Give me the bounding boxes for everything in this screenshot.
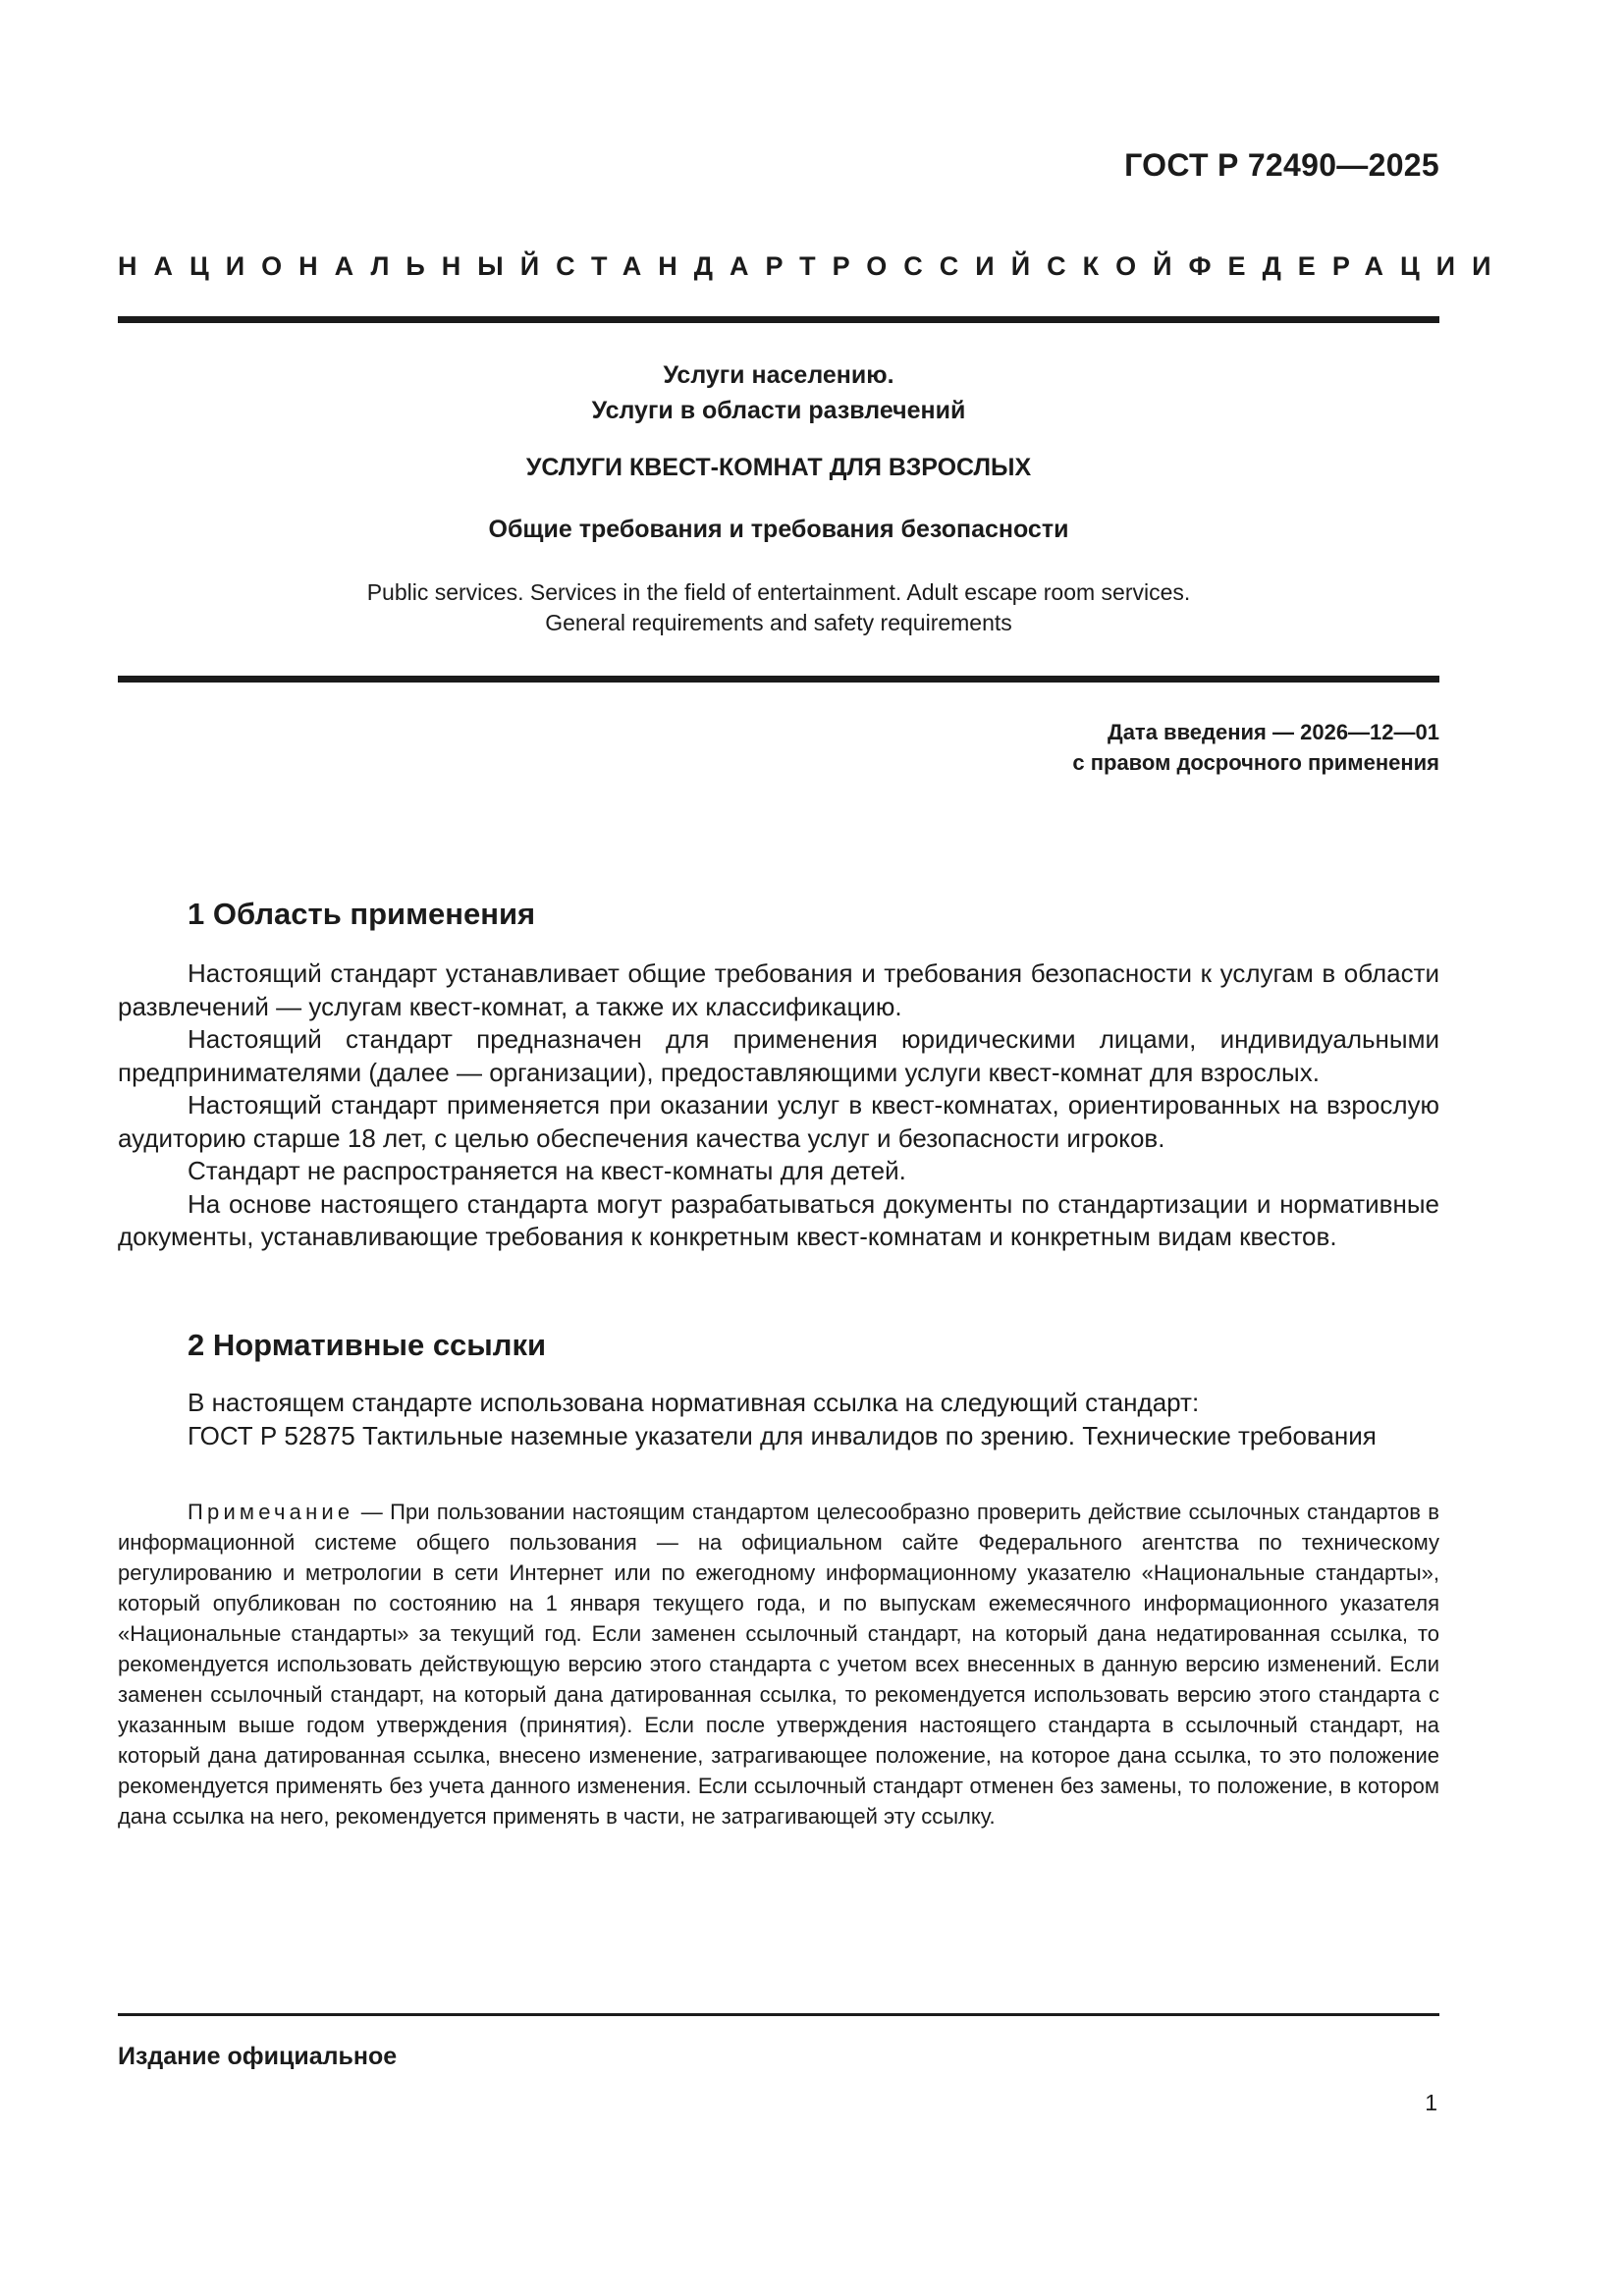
paragraph: Настоящий стандарт предназначен для применения юридическими лицами, индивидуальными предпринимателями (далее — организации), предоставляющими услуги квест-комнат для взрослых.	[118, 1024, 1439, 1087]
paragraph: ГОСТ Р 52875 Тактильные наземные указатели для инвалидов по зрению. Технические требования	[188, 1420, 1377, 1450]
introduction-date	[1072, 717, 1439, 778]
english-title-line-1: Public services. Services in the field of entertainment. Adult escape room services.	[366, 579, 1191, 605]
note-text: — При пользовании настоящим стандартом целесообразно проверить действие ссылочных стандартов в информационной системе общего пользования — на официальном сайте Федерального агентства по техническому регулированию и метрологии в сети Интернет или по ежегодному информационному указателю «Национальные стандарты», который опубликован по состоянию на 1 января текущего года, и по выпускам ежемесячного информационного указателя «Национальные стандарты» за текущий год. Если заменен ссылочный стандарт, на который дана недатированная ссылка, то рекомендуется использовать действующую версию этого стандарта с учетом всех внесенных в данную версию изменений. Если заменен ссылочный стандарт, на который дана датированная ссылка, то рекомендуется использовать версию этого стандарта с указанным выше годом утверждения (принятия). Если после утверждения настоящего стандарта в ссылочный стандарт, на который дана датированная ссылка, внесено изменение, затрагивающее положение, на которое дана ссылка, то это положение рекомендуется применять без учета данного изменения. Если ссылочный стандарт отменен без замены, то положение, в котором дана ссылка на него, рекомендуется применять в части, не затрагивающей эту ссылку.	[118, 1500, 1439, 1829]
early-application-line: с правом досрочного применения	[1072, 750, 1439, 775]
title-line-2: Услуги в области развлечений	[591, 397, 966, 424]
footer-divider	[118, 2013, 1439, 2016]
document-number: ГОСТ Р 72490—2025	[1124, 147, 1439, 183]
banner-word: НАЦИОНАЛЬНЫЙ	[118, 251, 557, 281]
banner-word: РОССИЙСКОЙ	[832, 251, 1189, 281]
banner-word: СТАНДАРТ	[556, 251, 833, 281]
note-block	[118, 1497, 1439, 1831]
section-1-body	[118, 957, 1439, 1254]
note-paragraph	[118, 1497, 1439, 1831]
title-group	[118, 357, 1439, 428]
english-title	[118, 577, 1439, 638]
title-line-1: Услуги населению.	[663, 361, 894, 389]
section-2-body	[118, 1387, 1439, 1452]
national-standard-banner	[118, 251, 1508, 282]
paragraph: Настоящий стандарт применяется при оказании услуг в квест-комнатах, ориентированных на взрослую аудиторию старше 18 лет, с целью обеспечения качества услуг и безопасности игроков.	[118, 1090, 1439, 1153]
introduction-date-line: Дата введения — 2026—12—01	[1108, 720, 1439, 744]
section-1-heading: 1 Область применения	[188, 897, 536, 931]
paragraph: В настоящем стандарте использована нормативная ссылка на следующий стандарт:	[188, 1388, 1200, 1417]
top-divider	[118, 316, 1439, 323]
section-2-heading: 2 Нормативные ссылки	[188, 1328, 547, 1362]
document-page	[118, 0, 1508, 2296]
title-divider	[118, 676, 1439, 683]
page-number: 1	[1425, 2090, 1437, 2115]
paragraph: На основе настоящего стандарта могут разрабатываться документы по стандартизации и нормативные документы, устанавливающие требования к конкретным квест-комнатам и конкретным видам квестов.	[118, 1188, 1439, 1251]
subtitle: Общие требования и требования безопасности	[488, 516, 1069, 543]
note-label: Примечание	[188, 1500, 354, 1524]
main-title: УСЛУГИ КВЕСТ-КОМНАТ ДЛЯ ВЗРОСЛЫХ	[525, 454, 1032, 481]
banner-word: ФЕДЕРАЦИИ	[1188, 251, 1508, 281]
edition-label: Издание официальное	[118, 2043, 398, 2070]
paragraph: Стандарт не распространяется на квест-комнаты для детей.	[188, 1156, 906, 1185]
english-title-line-2: General requirements and safety requirements	[545, 610, 1012, 635]
paragraph: Настоящий стандарт устанавливает общие требования и требования безопасности к услугам в области развлечений — услугам квест-комнат, а также их классификацию.	[118, 958, 1439, 1021]
